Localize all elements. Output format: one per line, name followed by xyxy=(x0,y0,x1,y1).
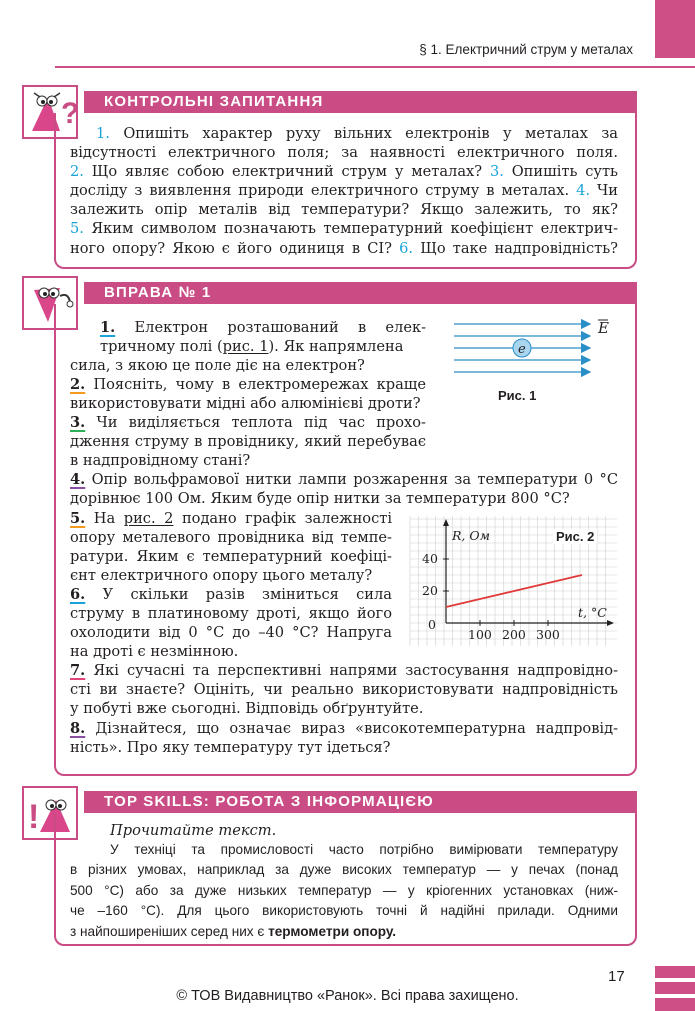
exercise-q5: 5. На рис. 2 подано графік залежності опору металевого провідника від темпе- ратури. Яким є температурний коефіці- єнт електричного опору цього металу? xyxy=(70,510,393,585)
figure-2 xyxy=(410,516,617,646)
x-tick-label: 200 xyxy=(502,627,526,642)
top-skills-paragraph: У техніці та промисловості часто потрібно вимірювати температуру в різних умовах, наприклад за дуже високих температур — у печах (понад 500 °С) або за дуже низьких температур — у кріогенних установках (ниж- че –160 °С). Для цього використовують точні й надійні прилади. Одними з найпоширеніших серед них є термометри опору. xyxy=(70,842,618,939)
top-skills-title: TOP SKILLS: РОБОТА З ІНФОРМАЦІЄЮ xyxy=(84,791,637,813)
electron-label: e xyxy=(518,342,526,357)
electric-field-diagram xyxy=(450,314,620,384)
cq-line-4: досліду з виявлення природи електричного струму в металах. 4. Чи xyxy=(70,182,618,200)
exercise-q2: 2. Поясніть, чому в електромережах краще використовувати мідні або алюмінієві дроти? xyxy=(70,376,426,413)
fig2-link[interactable]: рис. 2 xyxy=(123,510,174,527)
cq-line-5: залежить опір металів від температури? Якщо залежить, то як? xyxy=(70,201,618,219)
exercise-q4: 4. Опір вольфрамової нитки лампи розжарення за температури 0 °С дорівнює 100 Ом. Яким буде опір нитки за температури 800 °С? xyxy=(70,471,618,508)
x-axis-label: t, °C xyxy=(578,605,607,620)
origin-label: 0 xyxy=(428,617,436,632)
figure-1 xyxy=(450,314,620,406)
control-questions-text xyxy=(70,124,618,258)
cq-line-6: 5. Яким символом позначають температурний коефіцієнт електрич- xyxy=(70,220,618,238)
y-tick-label: 40 xyxy=(422,551,438,566)
x-tick-label: 100 xyxy=(468,627,492,642)
top-corner-tab xyxy=(655,0,695,58)
svg-text:!: ! xyxy=(28,798,40,836)
cq-line-2: відсутності електричного поля; за наявності електричного поля. xyxy=(70,144,618,162)
exercise-q6: 6. У скільки разів зміниться сила струму в платиновому дроті, якщо його охолодити від 0 °С до –40 °С? Напруга на дроті є незмінною. xyxy=(70,586,393,661)
running-header: § 1. Електричний струм у металах xyxy=(419,42,633,57)
cq-line-7: ного опору? Якою є його одиниця в СІ? 6. Що таке надпровідність? xyxy=(70,239,618,257)
top-skills-text xyxy=(70,821,618,840)
exercise-q1: 1. Електрон розташований в елек- тричному полі (рис. 1). Як напрямлена сила, з якою це поле діє на електрон? xyxy=(70,319,427,375)
header-rule xyxy=(55,66,695,68)
fig2-caption: Рис. 2 xyxy=(553,529,597,544)
exercise-q3: 3. Чи виділяється теплота під час прохо- дження струму в провіднику, який перебуває в надпровідному стані? xyxy=(70,414,426,470)
x-axis-arrow xyxy=(607,620,614,626)
x-tick-label: 300 xyxy=(536,627,560,642)
exercise-q8: 8. Дізнайтеся, що означає вираз «високотемпературна надпровід- ність». Про яку температуру тут ідеться? xyxy=(70,720,619,757)
control-questions-title: КОНТРОЛЬНІ ЗАПИТАННЯ xyxy=(84,91,637,113)
field-label: E xyxy=(598,319,609,337)
copyright-footer: © ТОВ Видавництво «Ранок». Всі права захищено. xyxy=(176,988,519,1004)
y-tick-label: 20 xyxy=(422,583,438,598)
page-number: 17 xyxy=(608,968,625,985)
svg-text:?: ? xyxy=(61,97,80,130)
bottom-tab-1 xyxy=(655,966,695,978)
cq-line-3: 2. Що являє собою електричний струм у металах? 3. Опишіть суть xyxy=(70,163,619,181)
top-skills-intro: Прочитайте текст. xyxy=(110,822,277,839)
exercise-q7: 7. Які сучасні та перспективні напрями застосування надпровідно- сті ви знаєте? Оцініть, чи реально використовувати надпровідність у побуті вже сьогодні. Відповідь обґрунтуйте. xyxy=(70,662,619,718)
y-axis-label: R, Ом xyxy=(452,528,490,543)
fig1-link[interactable]: рис. 1 xyxy=(222,338,269,356)
exercise-title: ВПРАВА № 1 xyxy=(84,282,637,304)
cq-line-1: 1. Опишіть характер руху вільних електронів у металах за xyxy=(96,125,618,142)
fig1-caption: Рис. 1 xyxy=(498,388,537,403)
